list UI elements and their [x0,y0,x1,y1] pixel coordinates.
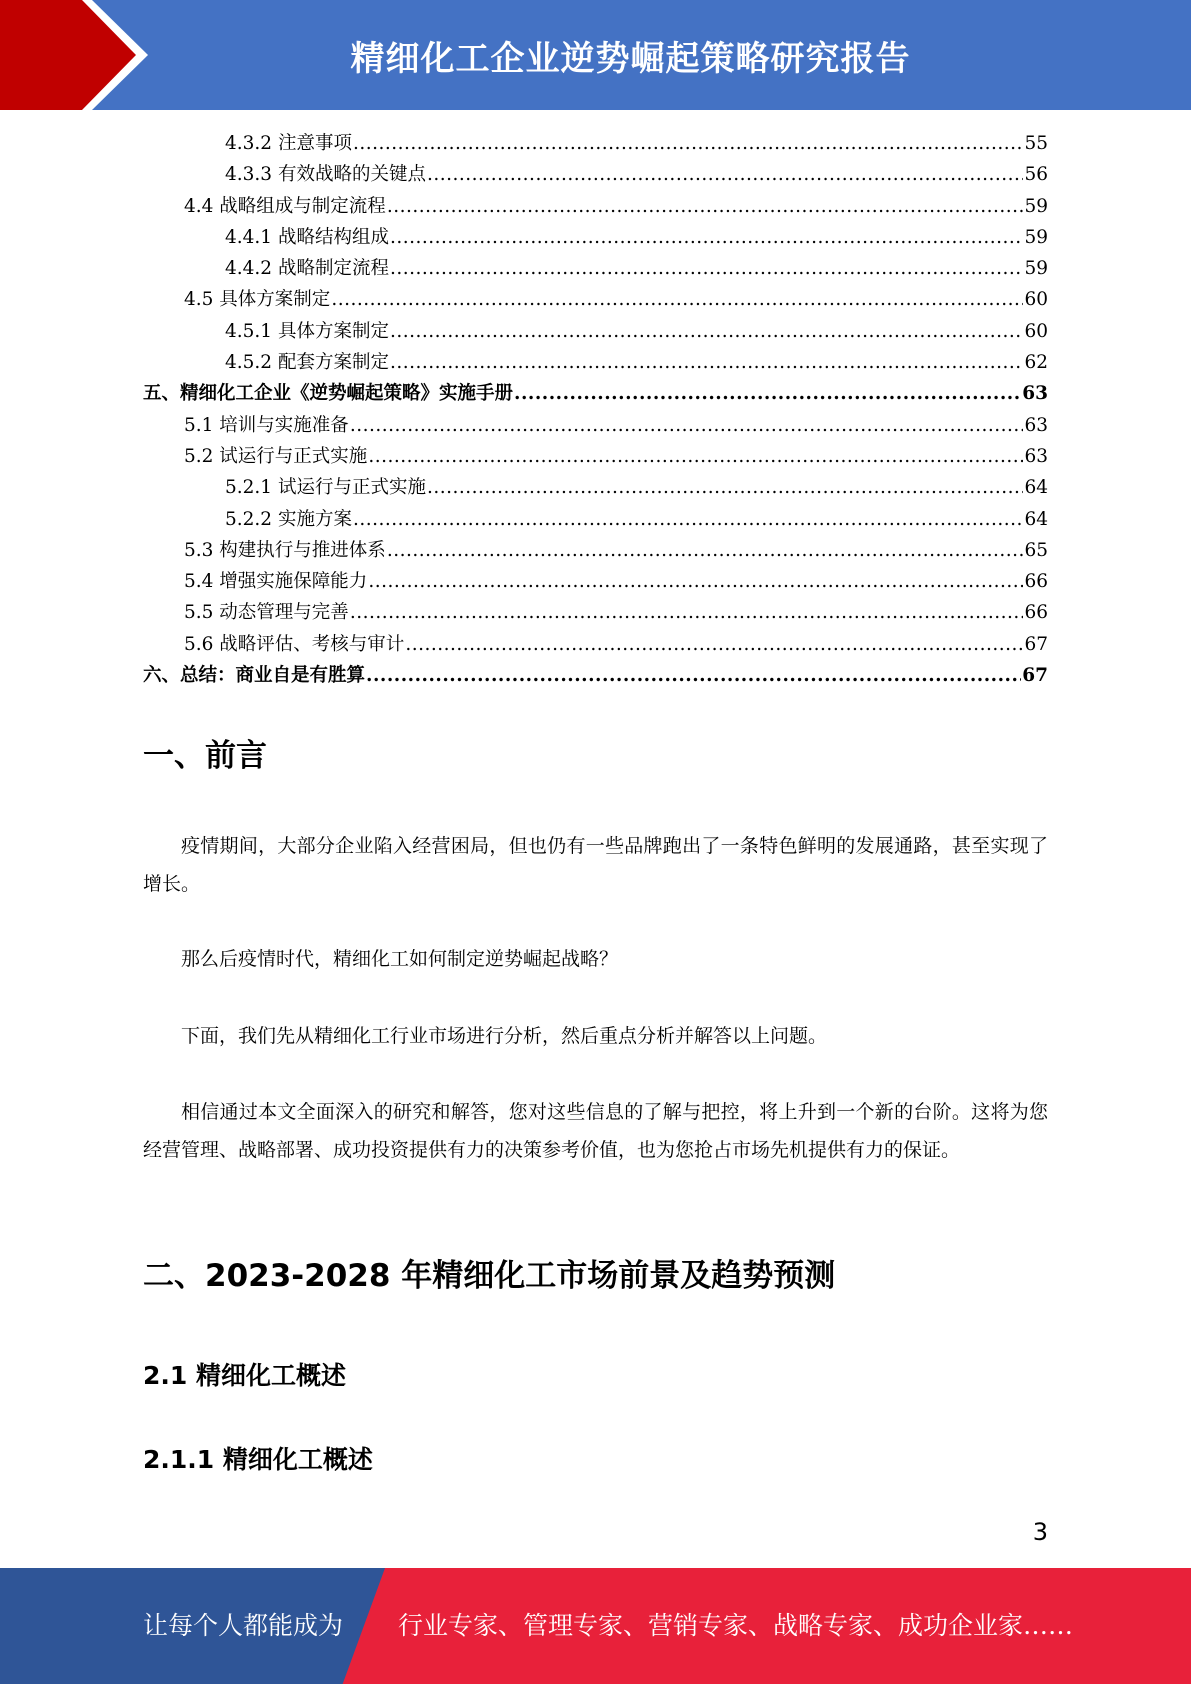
toc-entry-label: 5.2 试运行与正式实施 [184,445,368,467]
page-number: 3 [1032,1518,1048,1546]
table-of-contents [143,128,1048,691]
toc-leader-dots [331,284,1023,315]
toc-leader-dots [514,378,1021,409]
toc-entry-label: 4.5 具体方案制定 [184,289,331,311]
toc-entry[interactable] [143,472,1048,503]
toc-entry[interactable] [143,316,1048,347]
toc-entry-page: 63 [1024,445,1048,467]
toc-entry-page: 67 [1022,665,1048,687]
page-footer [0,1568,1191,1684]
toc-entry-page: 59 [1024,195,1048,217]
toc-entry-label: 五、精细化工企业《逆势崛起策略》实施手册 [143,383,514,405]
toc-entry-label: 5.4 增强实施保障能力 [184,571,368,593]
toc-entry-label: 4.4 战略组成与制定流程 [184,195,386,217]
toc-leader-dots [350,410,1024,441]
toc-leader-dots [390,316,1023,347]
toc-entry-label: 4.5.1 具体方案制定 [225,320,389,342]
toc-entry-label: 5.3 构建执行与推进体系 [184,539,386,561]
toc-entry-page: 59 [1024,258,1048,280]
toc-entry[interactable] [143,660,1048,691]
toc-entry-page: 63 [1024,414,1048,436]
toc-leader-dots [350,597,1024,628]
toc-entry-label: 5.1 培训与实施准备 [184,414,349,436]
footer-slogan-left: 让每个人都能成为 [143,1611,344,1640]
toc-entry-page: 60 [1024,289,1048,311]
paragraph: 下面，我们先从精细化工行业市场进行分析，然后重点分析并解答以上问题。 [181,1025,828,1047]
toc-entry[interactable] [143,378,1048,409]
toc-entry-label: 5.5 动态管理与完善 [184,602,349,624]
paragraph: 相信通过本文全面深入的研究和解答，您对这些信息的了解与把控，将上升到一个新的台阶。这将为您经营管理、战略部署、成功投资提供有力的决策参考价值，也为您抢占市场先机提供有力的保证。 [143,1101,1048,1161]
subsection-heading: 2.1 精细化工概述 [143,1361,346,1390]
toc-leader-dots [390,222,1023,253]
section-heading-market: 二、2023-2028 年精细化工市场前景及趋势预测 [143,1258,836,1294]
toc-entry[interactable] [143,128,1048,159]
toc-entry[interactable] [143,629,1048,660]
toc-entry[interactable] [143,222,1048,253]
toc-entry-page: 67 [1024,633,1048,655]
toc-entry-page: 59 [1024,226,1048,248]
toc-leader-dots [390,347,1023,378]
header-arrow-decoration [0,0,150,110]
toc-leader-dots [387,191,1024,222]
toc-entry-label: 5.2.2 实施方案 [225,508,352,530]
toc-entry-label: 4.3.3 有效战略的关键点 [225,164,426,186]
toc-entry-label: 5.2.1 试运行与正式实施 [225,477,426,499]
toc-entry-label: 5.6 战略评估、考核与审计 [184,633,405,655]
toc-leader-dots [427,472,1023,503]
toc-entry[interactable] [143,535,1048,566]
toc-leader-dots [387,535,1024,566]
page-header [0,0,1191,110]
toc-entry-label: 4.5.2 配套方案制定 [225,352,389,374]
toc-entry-page: 55 [1024,133,1048,154]
paragraph: 疫情期间，大部分企业陷入经营困局，但也仍有一些品牌跑出了一条特色鲜明的发展通路，甚至实现了增长。 [143,835,1048,895]
toc-leader-dots [405,629,1023,660]
toc-entry[interactable] [143,253,1048,284]
toc-entry[interactable] [143,347,1048,378]
toc-entry-label: 4.4.1 战略结构组成 [225,226,389,248]
toc-entry-page: 64 [1024,508,1048,530]
toc-entry[interactable] [143,597,1048,628]
toc-leader-dots [390,253,1023,284]
toc-entry-label: 4.3.2 注意事项 [225,133,352,154]
toc-entry-page: 56 [1024,164,1048,186]
toc-entry[interactable] [143,504,1048,535]
toc-entry-label: 六、总结：商业自是有胜算 [143,665,366,687]
toc-leader-dots [427,159,1023,190]
toc-leader-dots [368,441,1023,472]
paragraph: 那么后疫情时代，精细化工如何制定逆势崛起战略？ [181,948,619,970]
toc-entry-page: 64 [1024,477,1048,499]
toc-entry[interactable] [143,566,1048,597]
toc-entry-page: 62 [1024,352,1048,374]
subsubsection-heading: 2.1.1 精细化工概述 [143,1445,373,1474]
toc-leader-dots [353,504,1024,535]
footer-slogan-right: 行业专家、管理专家、营销专家、战略专家、成功企业家…… [398,1611,1074,1640]
toc-entry-page: 66 [1024,602,1048,624]
toc-entry[interactable] [143,441,1048,472]
toc-entry[interactable] [143,191,1048,222]
toc-entry[interactable] [143,159,1048,190]
toc-leader-dots [353,128,1024,159]
toc-entry-page: 60 [1024,320,1048,342]
toc-entry[interactable] [143,410,1048,441]
report-title: 精细化工企业逆势崛起策略研究报告 [350,38,911,79]
toc-entry[interactable] [143,284,1048,315]
toc-leader-dots [368,566,1023,597]
section-heading-preface: 一、前言 [143,738,267,774]
toc-entry-page: 66 [1024,571,1048,593]
toc-entry-page: 63 [1022,383,1048,405]
toc-leader-dots [366,660,1021,691]
toc-entry-label: 4.4.2 战略制定流程 [225,258,389,280]
toc-entry-page: 65 [1024,539,1048,561]
